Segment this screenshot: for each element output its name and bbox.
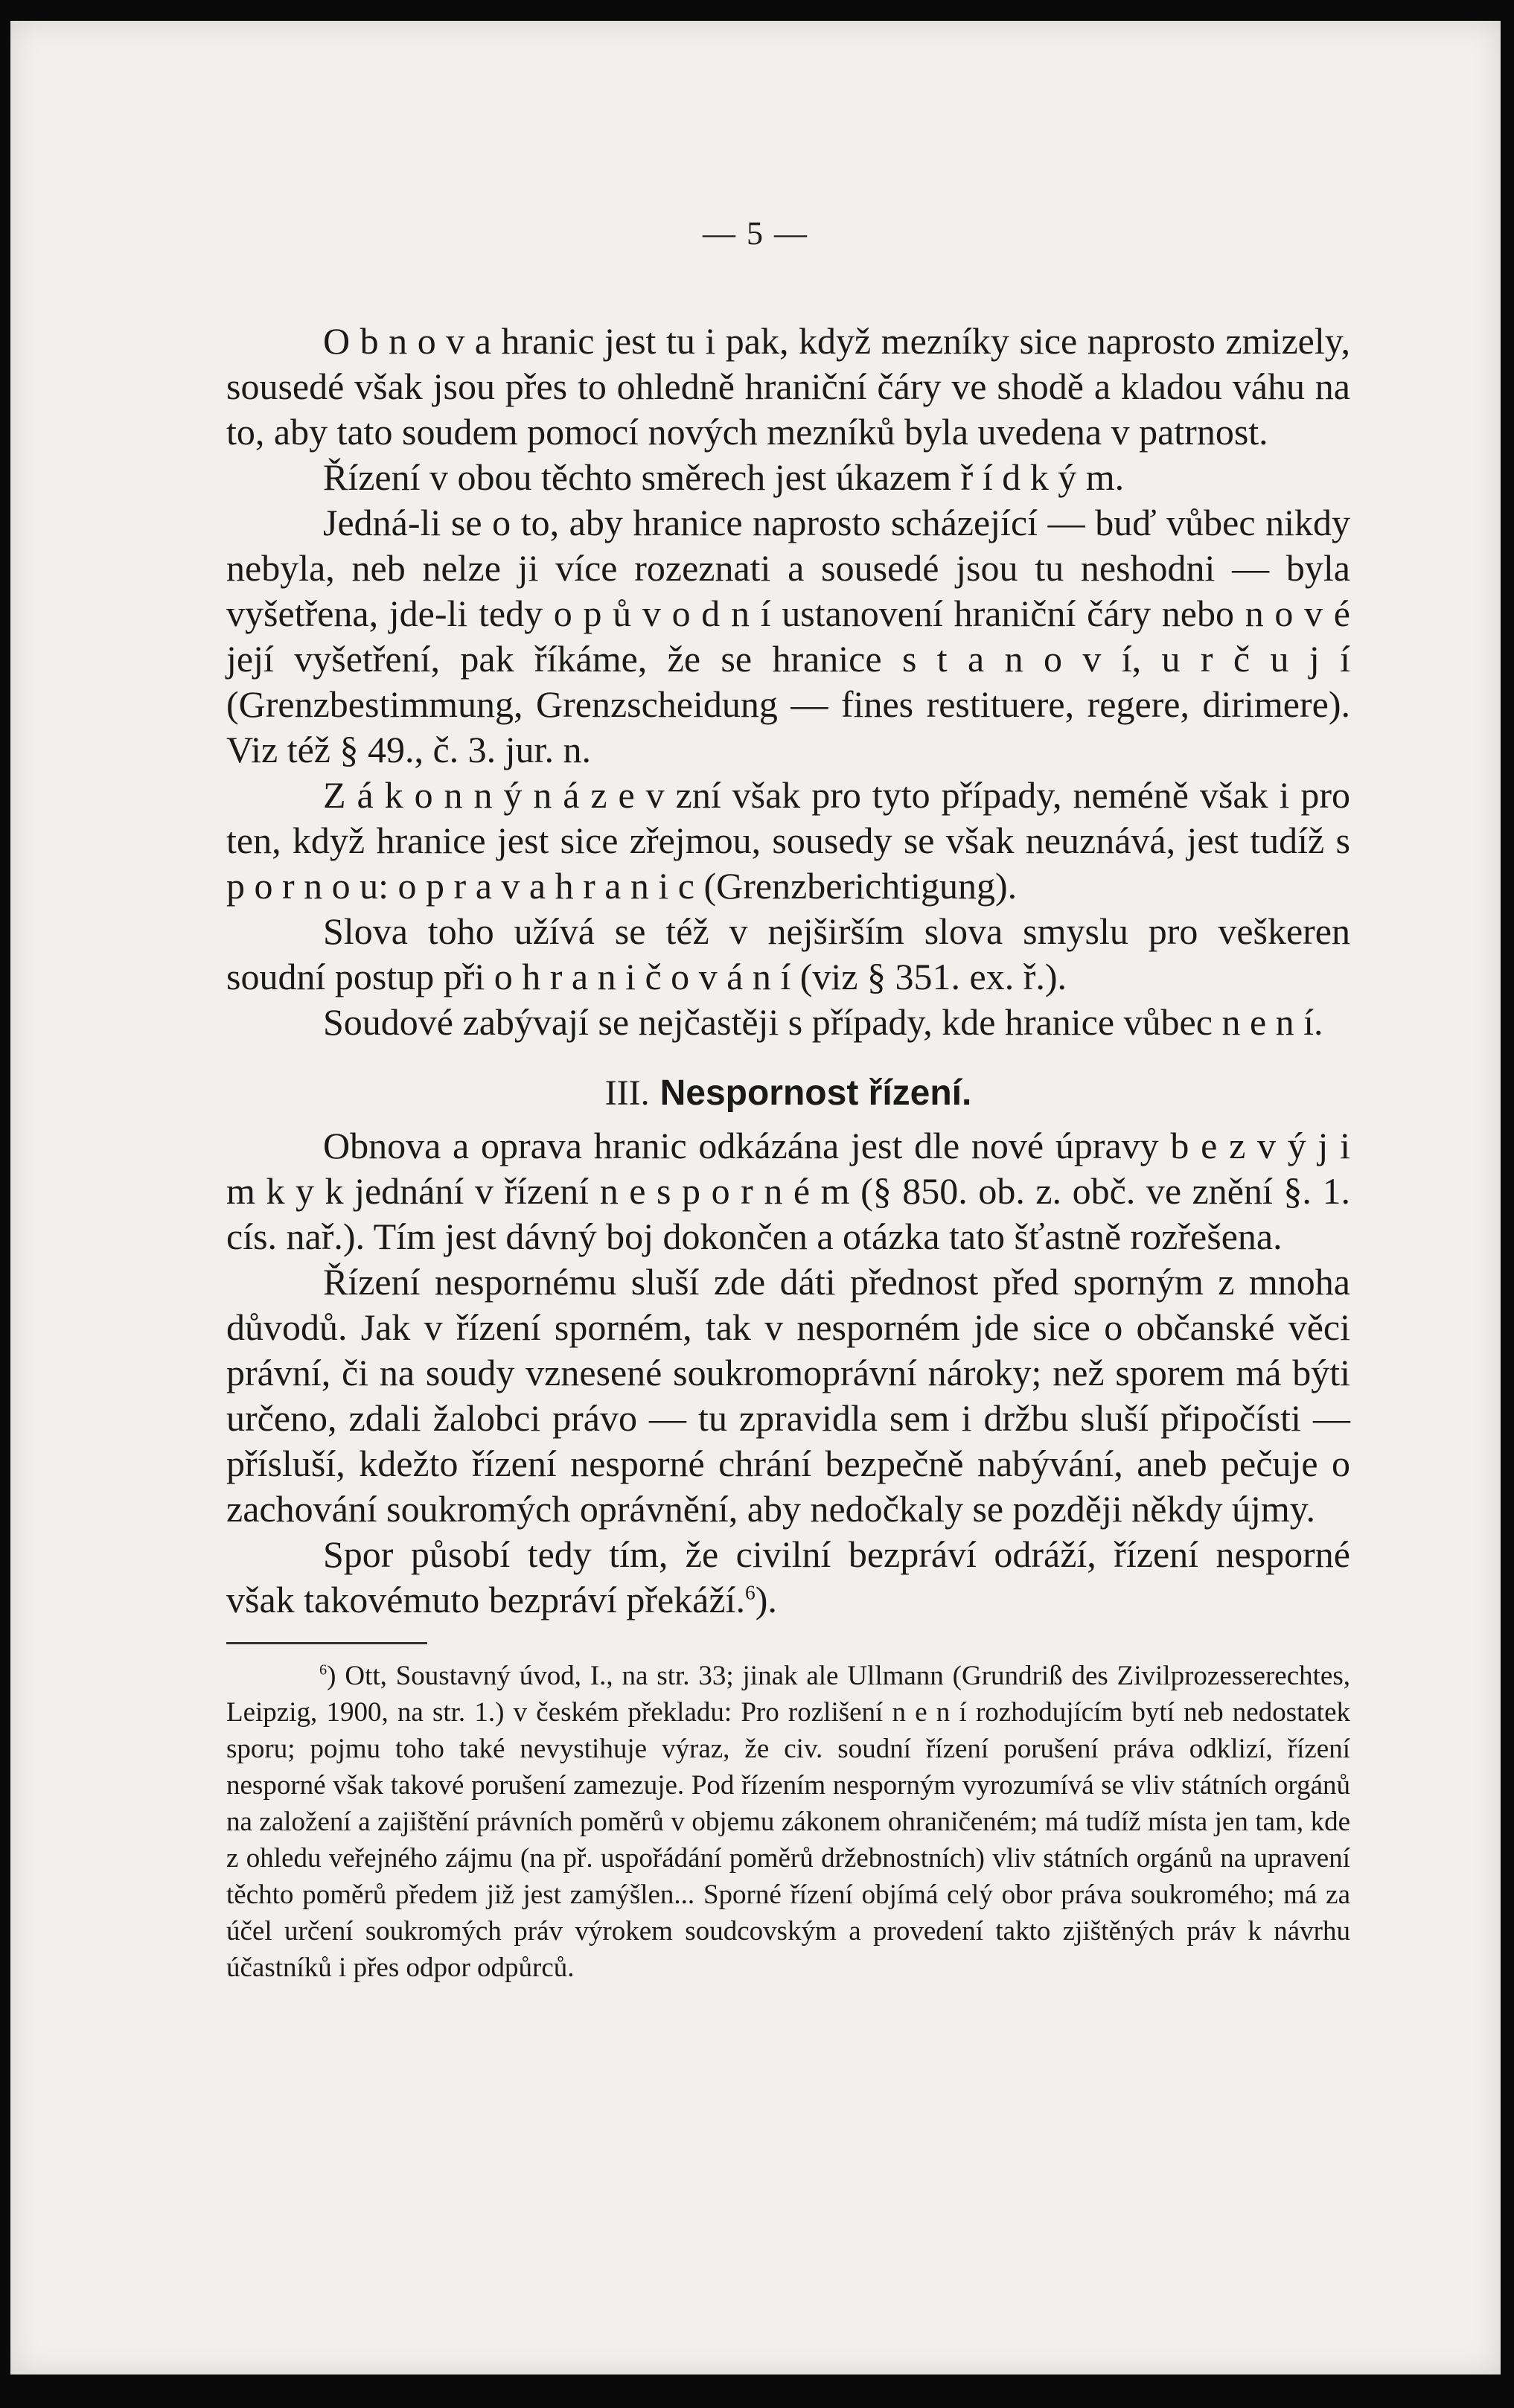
paragraph-obnova-oprava bbox=[226, 1123, 1350, 1259]
spaced-term: b e z v ý j i m k y bbox=[226, 1125, 1350, 1212]
spaced-term: n e n í. bbox=[1221, 1001, 1323, 1043]
paragraph-obnova bbox=[226, 319, 1350, 455]
footnote-6 bbox=[226, 1658, 1350, 1986]
footnotes bbox=[226, 1658, 1350, 1986]
paragraph-text: ). bbox=[755, 1579, 777, 1620]
section-heading bbox=[226, 1070, 1350, 1116]
spaced-term: n e s p o r n é m bbox=[599, 1170, 850, 1212]
footnote-text: ) Ott, Soustavný úvod, I., na str. 33; jinak ale Ullmann (Grundriß des Zivilprozesserechtes, Leipzig, 1900, na str. 1.) v českém překladu: Pro rozlišení bbox=[226, 1661, 1350, 1728]
section-number: III. bbox=[604, 1073, 650, 1113]
paragraph-soudove bbox=[226, 1000, 1350, 1045]
paragraph-text: Obnova a oprava hranic odkázána jest dle nové úpravy bbox=[323, 1125, 1171, 1166]
paragraph-text: zní však pro tyto případy, neméně však i pro ten, když hranice jest sice zřejmou, sousedy se však neuznává, jest tudíž bbox=[226, 774, 1350, 861]
paragraph-text: hranic jest tu i pak, když mezníky sice naprosto zmizely, sousedé však jsou přes to ohledně hraniční čáry ve shodě a kladou váhu na to, aby tato soudem pomocí nových mezníků byla uvedena v patrnost. bbox=[226, 320, 1350, 453]
paragraph-spor-pusobi bbox=[226, 1532, 1350, 1623]
page-body bbox=[226, 319, 1350, 1986]
paragraph-zakonny-nazev bbox=[226, 773, 1350, 909]
footnote-mark: 6 bbox=[319, 1661, 328, 1679]
paragraph-text: Soudové zabývají se nejčastěji s případy, kde hranice vůbec bbox=[323, 1001, 1222, 1043]
paragraph-rizeni-ridke bbox=[226, 455, 1350, 500]
paragraph-text: Spor působí tedy tím, že civilní bezpráví odráží, řízení nesporné však takovémuto bezpráví překáží. bbox=[226, 1533, 1350, 1620]
paragraph-text: ustanovení hraniční čáry nebo bbox=[770, 593, 1245, 634]
footnote-ref: 6 bbox=[744, 1580, 756, 1604]
spaced-term: ř í d k ý m. bbox=[960, 456, 1125, 498]
spaced-term: o p ů v o d n í bbox=[553, 593, 771, 634]
paragraph-text: Řízení v obou těchto směrech jest úkazem bbox=[323, 456, 961, 498]
spaced-term: n e n í bbox=[892, 1697, 967, 1728]
paragraph-duvody: Řízení nespornému sluší zde dáti přednost před sporným z mnoha důvodů. Jak v řízení sporném, tak v nesporném jde sice o občanské věci právní, či na soudy vznesené soukromoprávní nároky; než sporem má býti určeno, zdali žalobci právo — tu zpravidla sem i držbu sluší připočísti — přísluší, kdežto řízení nesporné chrání bezpečně nabývání, aneb pečuje o zachování soukromých oprávnění, aby nedočkaly se později někdy újmy. bbox=[226, 1261, 1350, 1530]
paragraph-text: její vyšetření, pak říkáme, že se hranice bbox=[226, 638, 902, 680]
paragraph-text: (viz § 351. ex. ř.). bbox=[790, 956, 1067, 997]
paragraph-text: (§ 850. ob. z. obč. ve znění §. 1. cís. nař.). Tím jest dávný boj dokončen a otázka tato šťastně rozřešena. bbox=[226, 1170, 1350, 1257]
spaced-term: s t a n o v í, u r č u j í bbox=[901, 638, 1350, 680]
paragraph-text: Slova toho užívá se též v nejširším slova smyslu pro veškeren soudní postup při bbox=[226, 910, 1350, 997]
book-page bbox=[10, 21, 1501, 2375]
footnote-text: rozhodujícím bytí neb nedostatek sporu; pojmu toho také nevystihuje výraz, že civ. soudní řízení porušení práva odklizí, řízení nesporné však takové porušení zamezuje. Pod řízením nesporným vyrozumívá se vliv státních orgánů na založení a zajištění právních poměrů v objemu zákonem ohraničeném; má tudíž místa jen tam, kde z ohledu veřejného zájmu (na př. uspořádání poměrů držebnostních) vliv státních orgánů na upravení těchto poměrů předem již jest zamýšlen... Sporné řízení objímá celý obor práva soukromého; má za účel určení soukromých práv výrokem soudcovským a provedení takto zjištěných práv k návrhu účastníků i přes odpor odpůrců. bbox=[226, 1697, 1351, 1983]
paragraph-text: (Grenzbestimmung, Grenzscheidung — fines restituere, regere, dirimere). Viz též § 49., č. 3. jur. n. bbox=[226, 683, 1350, 770]
paragraph-text: (Grenzberichtigung). bbox=[694, 865, 1018, 907]
spaced-term: Z á k o n n ý n á z e v bbox=[323, 774, 665, 816]
paragraph-text: k jednání v řízení bbox=[314, 1170, 600, 1212]
paragraph-ohranicovani bbox=[226, 909, 1350, 1000]
spaced-term: s p o r n o u: o p r a v a h r a n i c bbox=[226, 820, 1350, 907]
spaced-term: n o v é bbox=[1245, 593, 1350, 634]
section-title: Nespornost řízení. bbox=[659, 1073, 972, 1113]
page-number: — 5 — bbox=[703, 215, 808, 252]
footnote-divider bbox=[226, 1642, 427, 1644]
spaced-term: o h r a n i č o v á n í bbox=[494, 956, 791, 997]
paragraph-text: Jedná-li se o to, aby hranice naprosto scházející — buď vůbec nikdy nebyla, neb nelze ji více rozeznati a sousedé jsou tu neshodni — byla vyšetřena, jde-li tedy bbox=[226, 502, 1350, 634]
paragraph-stanoveni bbox=[226, 500, 1350, 773]
spaced-term: O b n o v a bbox=[323, 320, 491, 362]
